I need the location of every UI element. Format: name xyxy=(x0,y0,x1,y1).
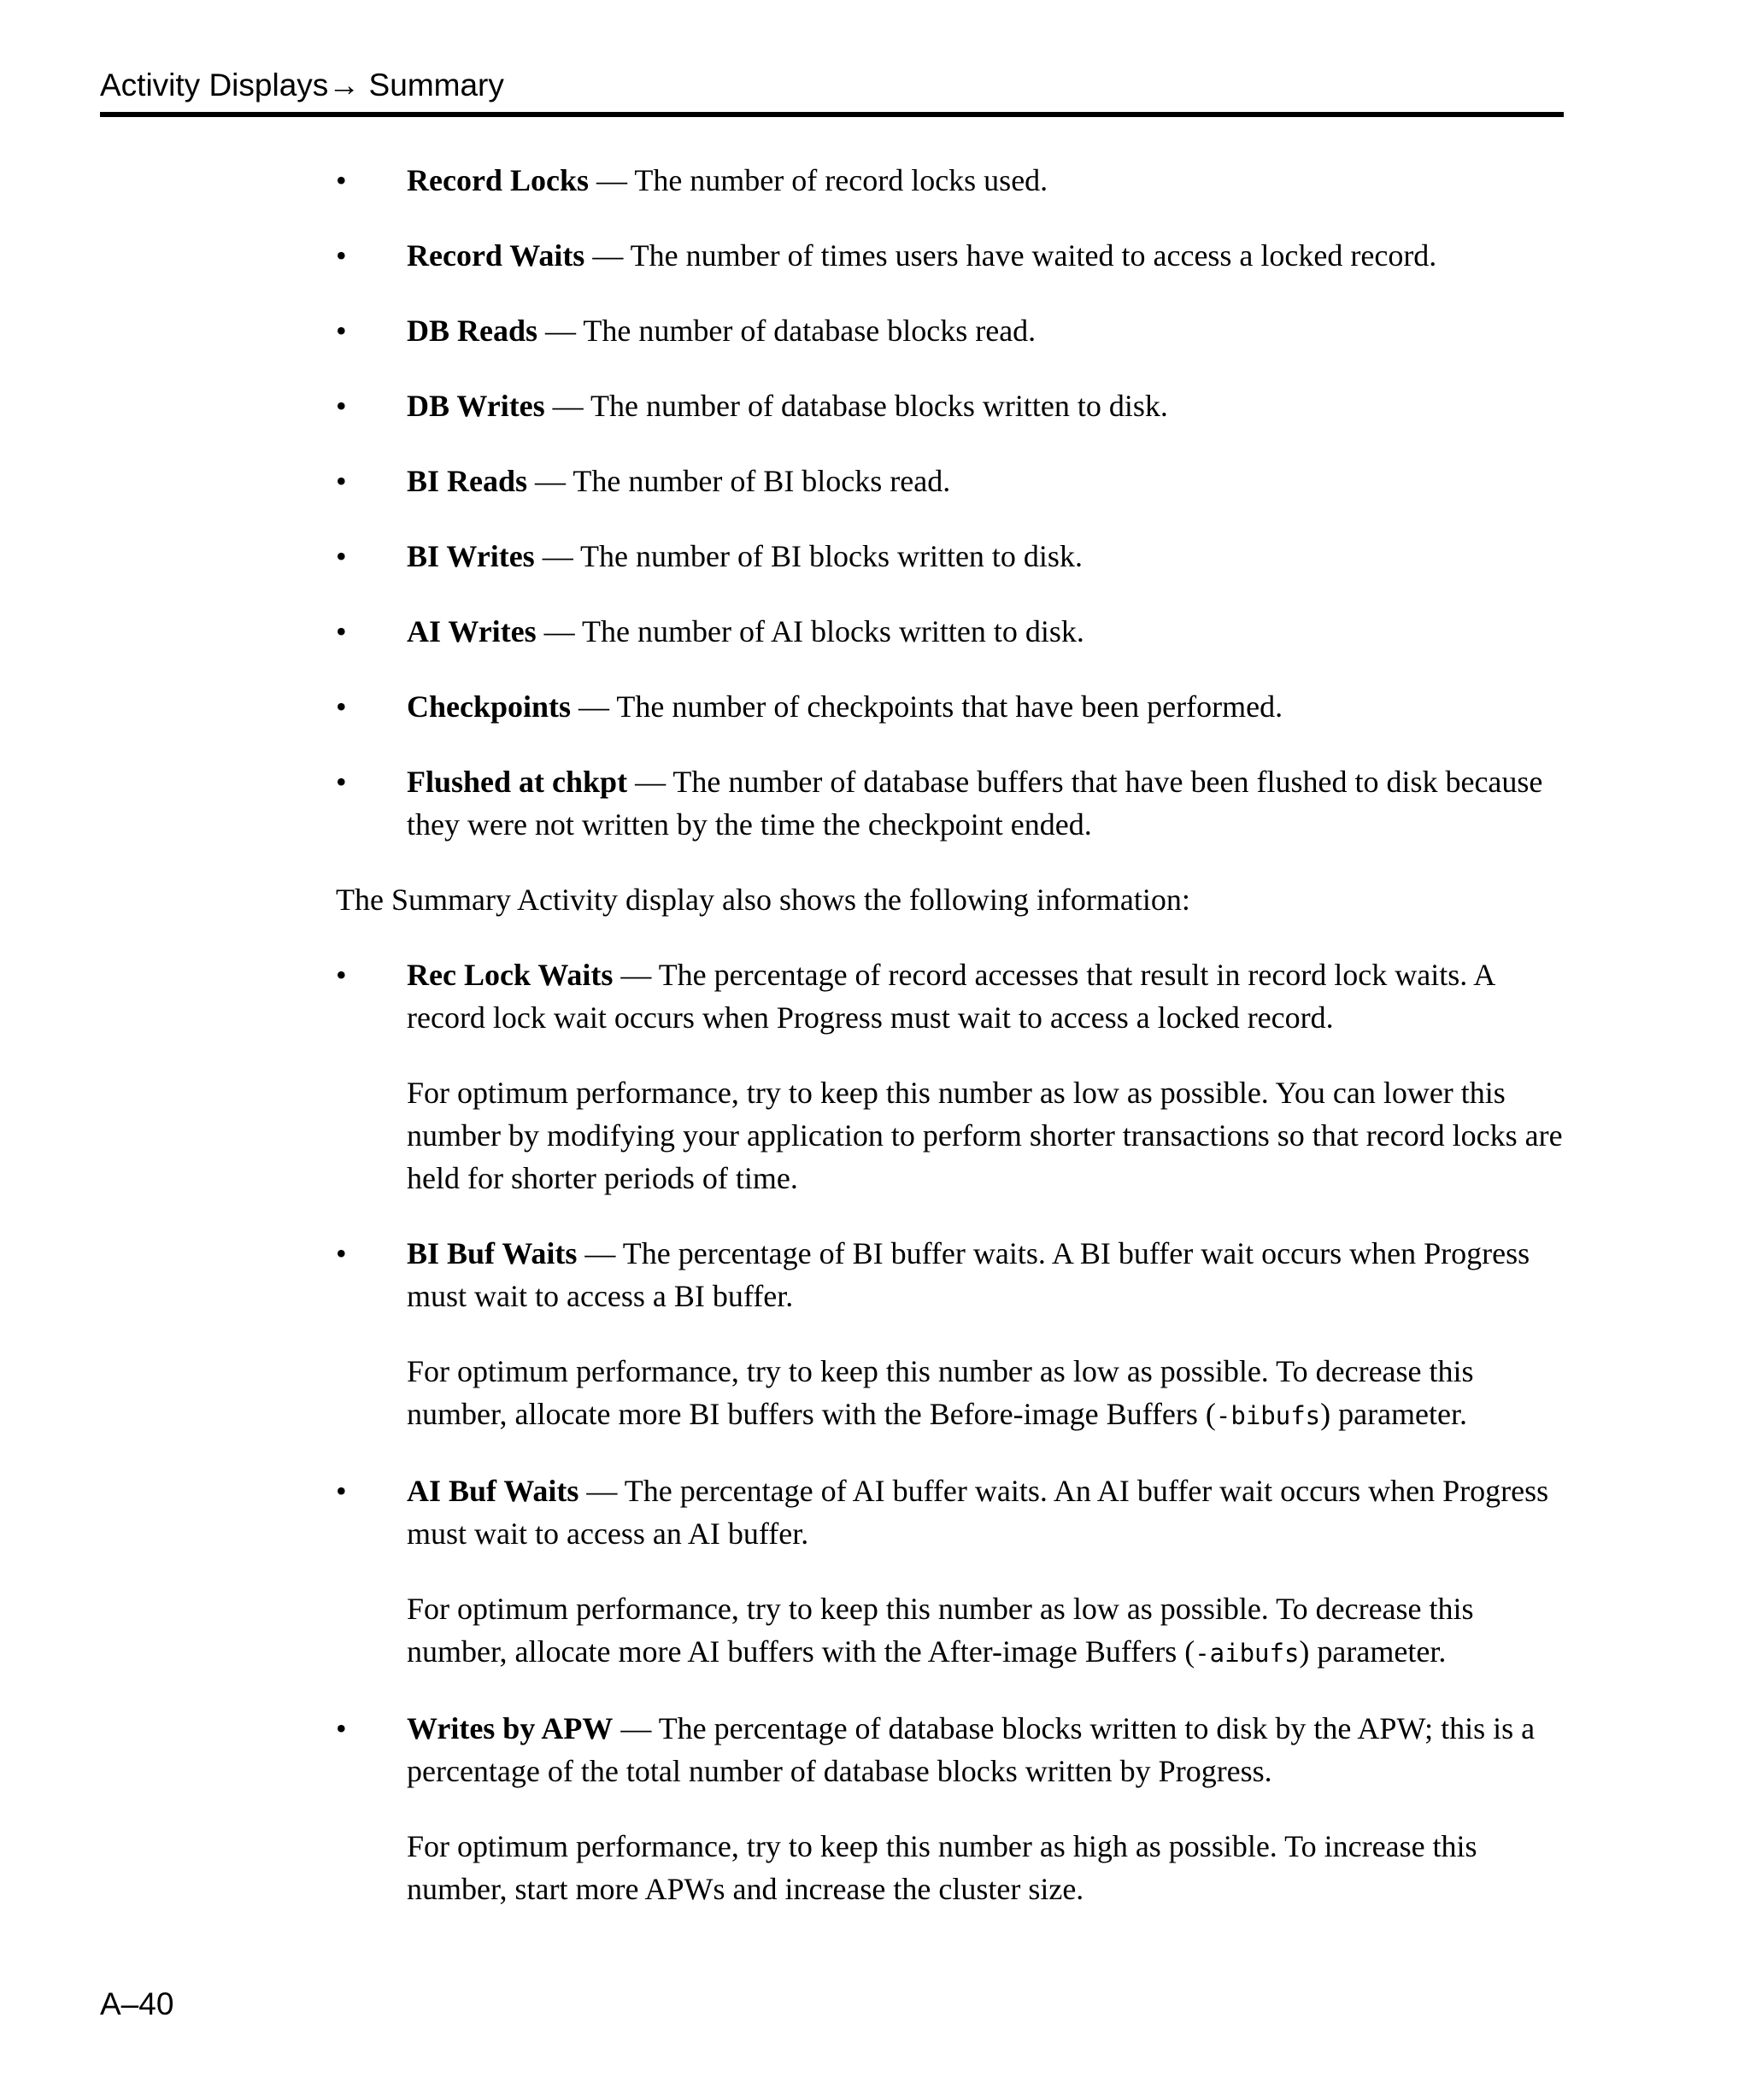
bullet-icon: • xyxy=(336,958,347,992)
header-arrow: → xyxy=(328,67,361,103)
counter-list xyxy=(336,159,1571,846)
item-description: — The number of BI blocks read. xyxy=(527,464,951,498)
bullet-icon: • xyxy=(336,1236,347,1270)
item-description: — The number of AI blocks written to disk. xyxy=(536,614,1084,648)
percentage-list xyxy=(336,953,1571,1910)
item-note xyxy=(407,1350,1571,1437)
list-item xyxy=(336,460,1571,502)
page-number: A–40 xyxy=(100,1986,174,2021)
header-rule xyxy=(100,112,1564,117)
item-term: Writes by APW xyxy=(407,1711,614,1745)
item-term: Checkpoints xyxy=(407,689,572,724)
item-note xyxy=(407,1587,1571,1675)
note-text: For optimum performance, try to keep this number as low as possible. To decrease this number, allocate more BI buffers with the Before-image Buffers ( xyxy=(407,1354,1474,1431)
parameter-code: -aibufs xyxy=(1195,1639,1300,1668)
item-term: BI Writes xyxy=(407,539,535,573)
bullet-icon: • xyxy=(336,1711,347,1745)
running-header xyxy=(100,67,504,104)
item-description: — The number of database blocks read. xyxy=(537,314,1036,348)
list-item xyxy=(336,1469,1571,1675)
item-note: For optimum performance, try to keep this number as high as possible. To increase this number, start more APWs and increase the cluster size. xyxy=(407,1829,1477,1906)
intro-paragraph: The Summary Activity display also shows the following information: xyxy=(336,883,1190,917)
bullet-icon: • xyxy=(336,238,347,273)
item-description: — The number of BI blocks written to disk. xyxy=(534,539,1083,573)
item-description: — The percentage of BI buffer waits. A BI buffer wait occurs when Progress must wait to access a BI buffer. xyxy=(407,1236,1530,1313)
item-note: For optimum performance, try to keep this number as low as possible. You can lower this number by modifying your application to perform shorter transactions so that record locks are held for shorter periods of time. xyxy=(407,1076,1563,1195)
bullet-icon: • xyxy=(336,614,347,648)
item-term: BI Buf Waits xyxy=(407,1236,578,1270)
list-item xyxy=(336,760,1571,846)
item-term: Record Locks xyxy=(407,163,589,197)
list-item xyxy=(336,685,1571,728)
bullet-icon: • xyxy=(336,314,347,348)
page-body xyxy=(336,159,1571,1943)
item-description: — The percentage of record accesses that result in record lock waits. A record lock wait occurs when Progress must wait to access a locked record. xyxy=(407,958,1495,1035)
item-term: AI Writes xyxy=(407,614,537,648)
item-description: — The percentage of AI buffer waits. An AI buffer wait occurs when Progress must wait to access an AI buffer. xyxy=(407,1474,1549,1551)
item-description: — The number of record locks used. xyxy=(588,163,1048,197)
list-item xyxy=(336,234,1571,277)
item-description: — The percentage of database blocks written to disk by the APW; this is a percentage of the total number of database blocks written by Progress. xyxy=(407,1711,1536,1788)
list-item xyxy=(336,953,1571,1200)
bullet-icon: • xyxy=(336,765,347,799)
list-item xyxy=(336,610,1571,653)
parameter-code: -bibufs xyxy=(1215,1401,1321,1430)
header-section-path: Activity Displays xyxy=(100,67,329,103)
item-term: Flushed at chkpt xyxy=(407,765,628,799)
item-description: — The number of checkpoints that have been performed. xyxy=(571,689,1283,724)
header-section: Summary xyxy=(360,67,504,103)
item-term: DB Writes xyxy=(407,389,545,423)
item-term: Rec Lock Waits xyxy=(407,958,614,992)
list-item xyxy=(336,384,1571,427)
item-description: — The number of database blocks written to disk. xyxy=(544,389,1168,423)
bullet-icon: • xyxy=(336,689,347,724)
list-item xyxy=(336,1707,1571,1910)
list-item xyxy=(336,159,1571,202)
item-term: BI Reads xyxy=(407,464,528,498)
list-item xyxy=(336,1232,1571,1437)
item-description: — The number of times users have waited to access a locked record. xyxy=(584,238,1437,273)
item-term: DB Reads xyxy=(407,314,538,348)
note-text: For optimum performance, try to keep this number as low as possible. To decrease this number, allocate more AI buffers with the After-image Buffers ( xyxy=(407,1592,1474,1669)
item-term: AI Buf Waits xyxy=(407,1474,579,1508)
list-item xyxy=(336,535,1571,578)
bullet-icon: • xyxy=(336,464,347,498)
note-text: ) parameter. xyxy=(1320,1397,1468,1431)
item-term: Record Waits xyxy=(407,238,585,273)
bullet-icon: • xyxy=(336,1474,347,1508)
item-description: — The number of database buffers that have been flushed to disk because they were not written by the time the checkpoint ended. xyxy=(407,765,1543,842)
bullet-icon: • xyxy=(336,389,347,423)
bullet-icon: • xyxy=(336,539,347,573)
list-item xyxy=(336,309,1571,352)
note-text: ) parameter. xyxy=(1299,1634,1447,1669)
bullet-icon: • xyxy=(336,163,347,197)
